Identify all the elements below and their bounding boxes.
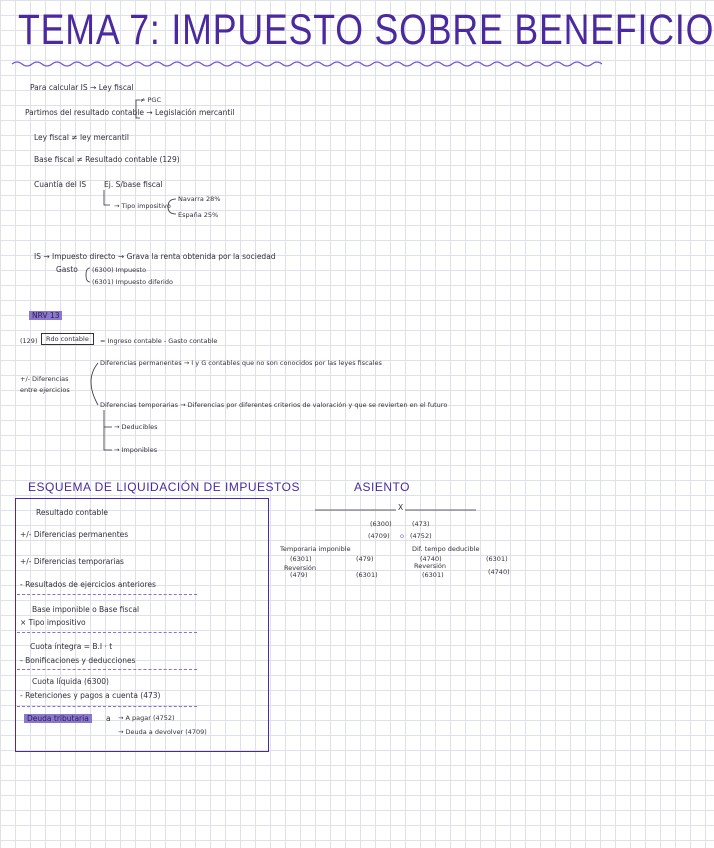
- nrv-temporarias: Diferencias temporarias → Diferencias por diferentes criterios de valoración y que se revierten en el futuro: [100, 401, 448, 409]
- nrv-permanentes: Diferencias permanentes → I y G contables que no son conocidos por las leyes fiscales: [100, 359, 382, 367]
- asiento-temp-reversion: Reversión: [284, 564, 317, 572]
- asiento-ded-6301: (6301): [486, 555, 508, 563]
- esquema-cuota-liquida: Cuota líquida (6300): [32, 677, 109, 686]
- nrv-tag: NRV 13: [29, 311, 62, 320]
- esquema-heading: ESQUEMA DE LIQUIDACIÓN DE IMPUESTOS: [28, 480, 300, 494]
- asiento-ded-4740: (4740): [420, 555, 442, 563]
- nrv-deducibles: → Deducibles: [114, 423, 158, 431]
- asiento-o: o: [400, 532, 404, 540]
- esquema-anteriores: - Resultados de ejercicios anteriores: [20, 580, 156, 589]
- nrv-code: (129): [20, 337, 38, 345]
- note-base-fiscal: Base fiscal ≠ Resultado contable (129): [34, 155, 180, 164]
- esquema-cuota-integra: Cuota íntegra = B.I · t: [30, 642, 113, 651]
- is-definition: IS → Impuesto directo → Grava la renta obtenida por la sociedad: [34, 252, 276, 261]
- esquema-retenciones: - Retenciones y pagos a cuenta (473): [20, 691, 161, 700]
- asiento-ded-6301b: (6301): [422, 571, 444, 579]
- asiento-heading: ASIENTO: [354, 480, 410, 494]
- is-6300: (6300) Impuesto: [92, 266, 147, 274]
- note-ej: Ej. S/base fiscal: [104, 180, 163, 189]
- note-pgc: ≠ PGC: [140, 96, 162, 104]
- esquema-devolver: → Deuda a devolver (4709): [118, 728, 207, 736]
- esquema-deuda: Deuda tributaria: [24, 714, 92, 723]
- asiento-473: (473): [412, 520, 430, 528]
- esquema-permanentes: +/- Diferencias permanentes: [20, 530, 129, 539]
- note-espana: España 25%: [178, 211, 219, 219]
- esquema-a: a: [106, 714, 111, 723]
- asiento-temp-479: (479): [356, 555, 374, 563]
- asiento-temp-479b: (479): [290, 571, 308, 579]
- note-tipo: → Tipo impositivo: [114, 202, 171, 210]
- asiento-6300: (6300): [370, 520, 392, 528]
- nrv-rdo-contable: Rdo contable: [41, 333, 94, 345]
- nrv-equation: = Ingreso contable - Gasto contable: [100, 337, 218, 345]
- asiento-x: X: [398, 503, 404, 512]
- asiento-4709: (4709): [368, 532, 390, 540]
- page-title: TEMA 7: IMPUESTO SOBRE BENEFICIO: [18, 6, 714, 54]
- note-cuantia: Cuantía del IS: [34, 180, 87, 189]
- nrv-diferencias: +/- Diferencias entre ejercicios: [20, 375, 70, 394]
- asiento-temp-6301b: (6301): [356, 571, 378, 579]
- asiento-ded-4740b: (4740): [488, 568, 510, 576]
- nrv-imponibles: → Imponibles: [114, 446, 158, 454]
- asiento-temp-imponible: Temporaria imponible: [280, 545, 351, 553]
- asiento-4752: (4752): [410, 532, 432, 540]
- note-ley-fiscal: Ley fiscal ≠ ley mercantil: [34, 133, 129, 142]
- asiento-ded-reversion: Reversión: [414, 562, 447, 570]
- asiento-temp-6301: (6301): [290, 555, 312, 563]
- note-calcular: Para calcular IS → Ley fiscal: [30, 83, 134, 92]
- is-gasto: Gasto: [56, 265, 78, 274]
- note-navarra: Navarra 28%: [178, 195, 221, 203]
- esquema-tipo: × Tipo impositivo: [20, 618, 86, 627]
- esquema-pagar: → A pagar (4752): [118, 714, 175, 722]
- note-partimos: Partimos del resultado contable → Legislación mercantil: [25, 108, 235, 117]
- esquema-base: Base imponible o Base fiscal: [32, 605, 140, 614]
- asiento-ded-heading: Dif. tempo deducible: [412, 545, 480, 553]
- esquema-bonificaciones: - Bonificaciones y deducciones: [20, 656, 136, 665]
- is-6301: (6301) Impuesto diferido: [92, 278, 173, 286]
- esquema-temporarias: +/- Diferencias temporarias: [20, 557, 124, 566]
- esquema-resultado: Resultado contable: [36, 508, 108, 517]
